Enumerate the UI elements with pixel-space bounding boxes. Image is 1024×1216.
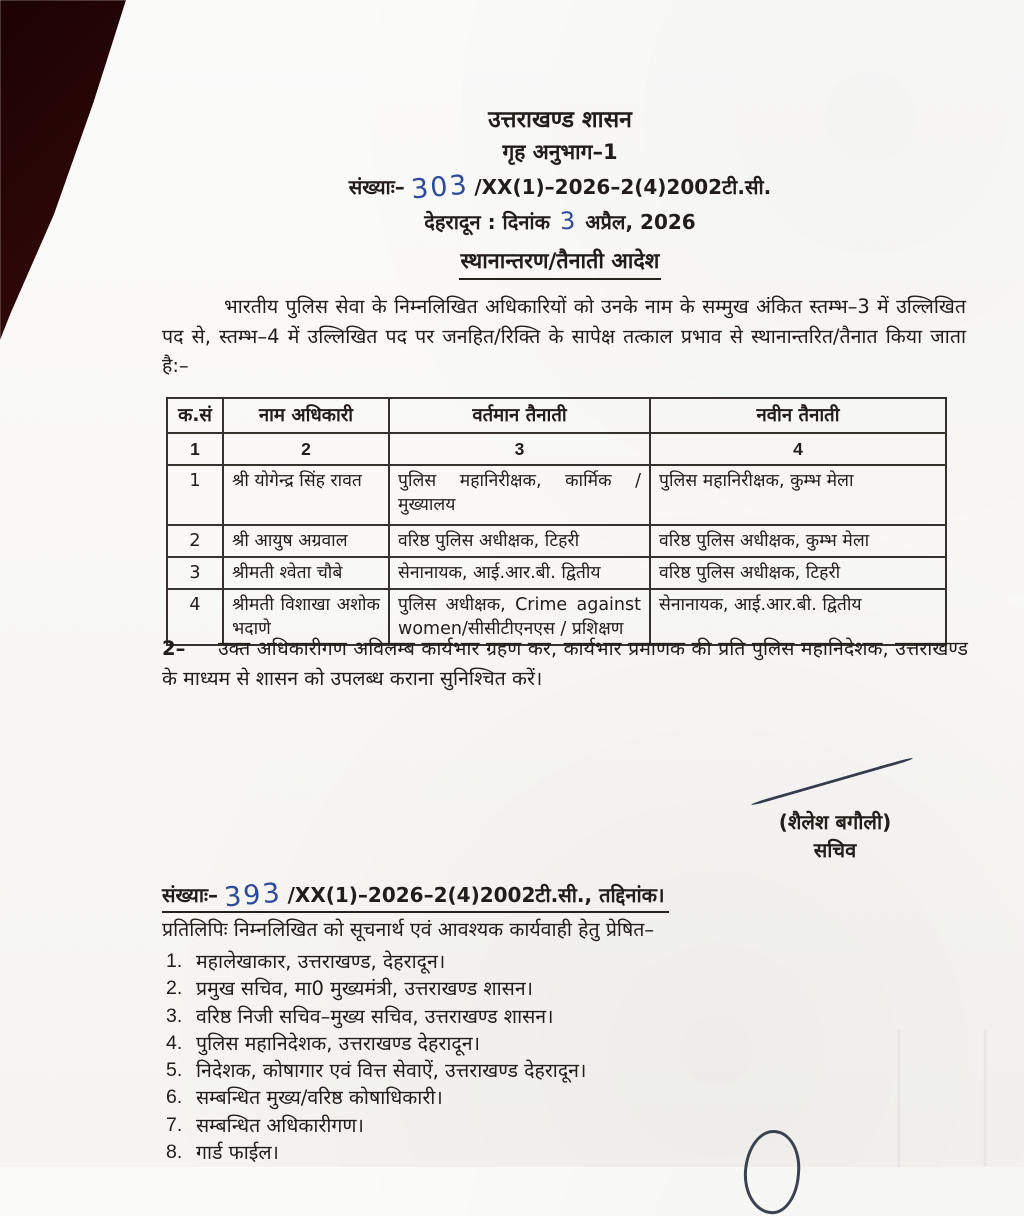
recipient-number: 4. [166, 1031, 183, 1054]
recipient-text: निदेशक, कोषागार एवं वित्त सेवाऐं, उत्तराखण्ड देहरादून। [196, 1059, 587, 1083]
recipient-item [166, 1112, 966, 1139]
signatory-designation: सचिव [813, 838, 857, 862]
col-header-current-posting: वर्तमान तैनाती [389, 398, 650, 433]
para-2 [162, 634, 968, 694]
cell-new-posting: वरिष्ठ पुलिस अधीक्षक, टिहरी [650, 557, 946, 589]
recipient-item [166, 1030, 966, 1057]
recipient-number: 7. [166, 1113, 183, 1136]
table-row [167, 465, 946, 525]
endorsement-ref-suffix: /XX(1)–2026–2(4)2002टी.सी., तद्दिनांक। [287, 883, 665, 907]
ref-suffix: /XX(1)–2026–2(4)2002टी.सी. [474, 175, 772, 199]
table-row [167, 557, 946, 589]
col-header-officer-name: नाम अधिकारी [223, 398, 389, 433]
ref-number-handwritten: 303 [409, 169, 470, 206]
recipients-list [166, 948, 966, 1166]
signatory-name: (शैलेश बगौली) [778, 810, 892, 834]
recipient-number: 1. [166, 950, 183, 972]
table-header-row [167, 398, 946, 433]
col-number: 3 [389, 433, 650, 465]
recipient-item [166, 1003, 966, 1030]
copy-distribution-line: प्रतिलिपिः निम्नलिखित को सूचनार्थ एवं आवश्यक कार्यवाही हेतु प्रेषित– [162, 918, 655, 941]
para-2-text: उक्त अधिकारीगण अविलम्ब कार्यभार ग्रहण कर, कार्यभार प्रमाणक की प्रति पुलिस महानिदेशक, उत्तराखण्ड के माध्यम से शासन को उपलब्ध कराना सुनिश्चित करें। [162, 637, 968, 690]
ref-number-line [160, 168, 960, 205]
cell-current-posting: वरिष्ठ पुलिस अधीक्षक, टिहरी [389, 525, 650, 557]
recipient-text: वरिष्ठ निजी सचिव–मुख्य सचिव, उत्तराखण्ड शासन। [196, 1004, 554, 1028]
cell-current-posting: सेनानायक, आई.आर.बी. द्वितीय [389, 557, 650, 589]
recipient-text: गार्ड फाईल। [196, 1141, 279, 1165]
cell-sn: 2 [167, 525, 223, 557]
col-header-sn: क.सं [167, 398, 223, 433]
col-number: 4 [650, 433, 946, 465]
recipient-item [166, 1057, 966, 1084]
cell-sn: 3 [167, 557, 223, 589]
place-date-line [160, 205, 960, 239]
recipient-text: महालेखाकार, उत्तराखण्ड, देहरादून। [196, 950, 446, 973]
signature-ink-stroke [751, 757, 913, 806]
order-title-wrap [160, 246, 960, 280]
recipient-item [166, 1084, 966, 1111]
place-date-suffix: अप्रैल, 2026 [585, 210, 696, 234]
paper-crease [898, 1030, 900, 1167]
recipient-text: सम्बन्धित मुख्य/वरिष्ठ कोषाधिकारी। [196, 1086, 443, 1110]
col-number: 2 [223, 433, 389, 465]
cell-new-posting: पुलिस महानिरीक्षक, कुम्भ मेला [650, 465, 946, 525]
date-handwritten: 3 [559, 206, 576, 236]
cell-officer-name: श्रीमती श्वेता चौबे [223, 557, 389, 589]
scan-corner-shadow [0, 0, 180, 340]
cell-sn: 1 [167, 465, 223, 525]
col-number: 1 [167, 433, 223, 465]
cell-sn: 4 [167, 589, 223, 645]
transfer-table [166, 397, 947, 646]
recipient-item [166, 975, 966, 1002]
recipient-number: 5. [166, 1059, 183, 1082]
para-2-number: 2– [162, 637, 186, 660]
dept-name: गृह अनुभाग–1 [502, 140, 618, 164]
cell-new-posting: वरिष्ठ पुलिस अधीक्षक, कुम्भ मेला [650, 525, 946, 557]
recipient-number: 6. [166, 1086, 183, 1109]
recipient-number: 8. [166, 1141, 183, 1164]
recipient-number: 2. [166, 977, 183, 1000]
recipient-item [166, 1139, 966, 1166]
place-date-prefix: देहरादून : दिनांक [424, 210, 550, 234]
recipient-item [166, 948, 966, 975]
intro-paragraph: भारतीय पुलिस सेवा के निम्नलिखित अधिकारियों को उनके नाम के सम्मुख अंकित स्तम्भ–3 में उल्लिखित पद से, स्तम्भ–4 में उल्लिखित पद पर जनहित/रिक्ति के सापेक्ष तत्काल प्रभाव से स्थानान्तरित/तैनात किया जाता है:– [162, 295, 966, 377]
cell-current-posting: पुलिस महानिरीक्षक, कार्मिक /मुख्यालय [389, 465, 650, 525]
endorsement-ref-line [162, 878, 669, 913]
letterhead [160, 104, 960, 239]
paper-crease [984, 1030, 986, 1167]
ref-prefix: संख्याः– [348, 175, 405, 199]
table-row [167, 525, 946, 557]
cell-officer-name: श्रीमती विशाखा अशोक भदाणे [223, 589, 389, 645]
recipient-text: सम्बन्धित अधिकारीगण। [196, 1113, 364, 1137]
org-name: उत्तराखण्ड शासन [488, 107, 632, 133]
recipient-text: प्रमुख सचिव, मा0 मुख्यमंत्री, उत्तराखण्ड शासन। [196, 977, 534, 1001]
endorsement-ref-number-handwritten: 393 [222, 877, 284, 914]
col-header-new-posting: नवीन तैनाती [650, 398, 946, 433]
signature-block [690, 742, 980, 864]
cell-officer-name: श्री योगेन्द्र सिंह रावत [223, 465, 389, 525]
cell-current-posting: पुलिस अधीक्षक, Crime against women/सीसीटीएनएस / प्रशिक्षण [389, 589, 650, 645]
endorsement-ref-prefix: संख्याः– [162, 883, 219, 907]
recipient-text: पुलिस महानिदेशक, उत्तराखण्ड देहरादून। [196, 1031, 480, 1055]
column-number-row [167, 433, 946, 465]
cell-new-posting: सेनानायक, आई.आर.बी. द्वितीय [650, 589, 946, 645]
recipient-number: 3. [166, 1004, 183, 1027]
order-title: स्थानान्तरण/तैनाती आदेश [459, 246, 662, 280]
cell-officer-name: श्री आयुष अग्रवाल [223, 525, 389, 557]
